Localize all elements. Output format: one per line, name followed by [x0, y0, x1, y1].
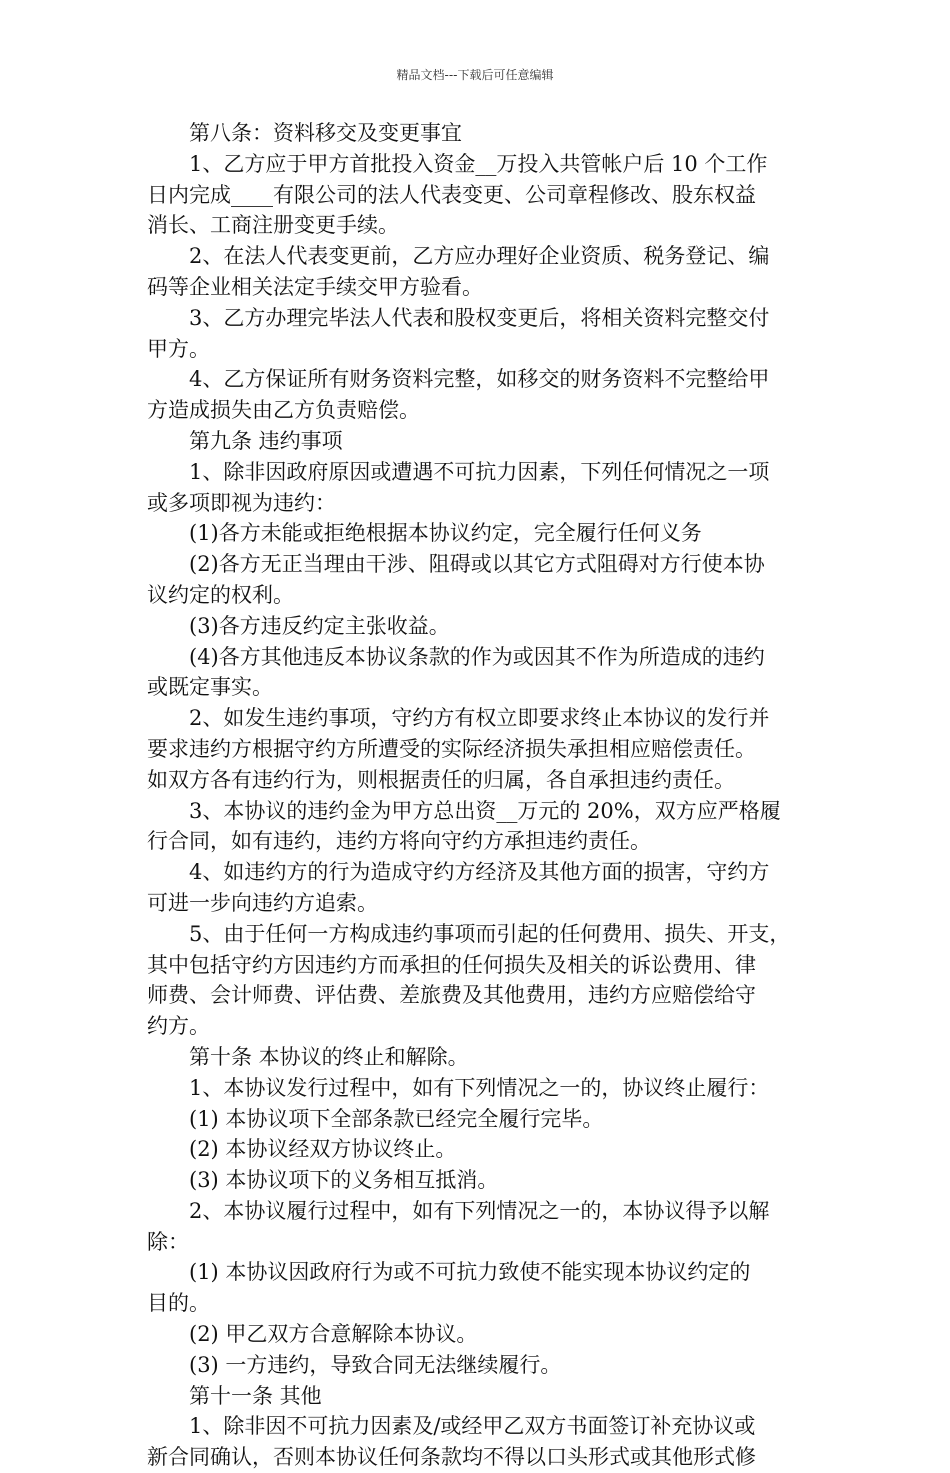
- text-line: (2)各方无正当理由干涉、阻碍或以其它方式阻碍对方行使本协: [189, 552, 765, 577]
- text-line: (1)各方未能或拒绝根据本协议约定，完全履行任何义务: [189, 521, 702, 546]
- text-line: (1) 本协议因政府行为或不可抗力致使不能实现本协议约定的: [189, 1260, 751, 1285]
- text-line: 消长、工商注册变更手续。: [147, 213, 399, 238]
- text-line: (3)各方违反约定主张收益。: [189, 613, 450, 638]
- text-line: 甲方。: [147, 336, 210, 361]
- text-line: 2、如发生违约事项，守约方有权立即要求终止本协议的发行并: [189, 706, 770, 731]
- text-line: 可进一步向违约方追索。: [147, 890, 378, 915]
- text-line: 如双方各有违约行为，则根据责任的归属，各自承担违约责任。: [147, 767, 735, 792]
- text-line: 目的。: [147, 1291, 210, 1316]
- text-line: (1) 本协议项下全部条款已经完全履行完毕。: [189, 1106, 604, 1131]
- page-header: 精品文档---下载后可任意编辑: [396, 68, 554, 82]
- text-line: 4、乙方保证所有财务资料完整，如移交的财务资料不完整给甲: [189, 367, 770, 392]
- text-line: 2、本协议履行过程中，如有下列情况之一的，本协议得予以解: [189, 1198, 770, 1223]
- text-line: 要求违约方根据守约方所遭受的实际经济损失承担相应赔偿责任。: [147, 736, 756, 761]
- section-heading: 第十一条 其他: [189, 1383, 322, 1408]
- text-line: 或既定事实。: [147, 675, 273, 700]
- text-line: 4、如违约方的行为造成守约方经济及其他方面的损害，守约方: [189, 860, 770, 885]
- text-line: 1、除非因政府原因或遭遇不可抗力因素，下列任何情况之一项: [189, 459, 770, 484]
- section-heading: 第十条 本协议的终止和解除。: [189, 1044, 469, 1069]
- text-line: 1、除非因不可抗力因素及/或经甲乙双方书面签订补充协议或: [189, 1414, 756, 1439]
- text-line: (2) 本协议经双方协议终止。: [189, 1137, 457, 1162]
- document-body: [147, 118, 807, 1473]
- text-line: 行合同，如有违约，违约方将向守约方承担违约责任。: [147, 829, 651, 854]
- text-line: (2) 甲乙双方合意解除本协议。: [189, 1322, 478, 1347]
- text-line: (3) 本协议项下的义务相互抵消。: [189, 1168, 499, 1193]
- text-line: 3、本协议的违约金为甲方总出资__万元的 20%，双方应严格履: [189, 798, 781, 823]
- text-line: 5、由于任何一方构成违约事项而引起的任何费用、损失、开支，: [189, 921, 791, 946]
- text-line: 其中包括守约方因违约方而承担的任何损失及相关的诉讼费用、律: [147, 952, 756, 977]
- text-line: 新合同确认，否则本协议任何条款均不得以口头形式或其他形式修: [147, 1445, 756, 1470]
- text-line: 码等企业相关法定手续交甲方验看。: [147, 274, 483, 299]
- text-line: 1、乙方应于甲方首批投入资金__万投入共管帐户后 10 个工作: [189, 151, 768, 176]
- text-line: 3、乙方办理完毕法人代表和股权变更后，将相关资料完整交付: [189, 305, 770, 330]
- text-line: 1、本协议发行过程中，如有下列情况之一的，协议终止履行：: [189, 1075, 770, 1100]
- text-line: 2、在法人代表变更前，乙方应办理好企业资质、税务登记、编: [189, 244, 770, 269]
- section-heading: 第八条：资料移交及变更事宜: [189, 121, 462, 145]
- text-line: 日内完成____有限公司的法人代表变更、公司章程修改、股东权益: [147, 182, 756, 207]
- text-line: 或多项即视为违约：: [147, 490, 336, 515]
- text-line: 方造成损失由乙方负责赔偿。: [147, 398, 420, 423]
- text-line: 议约定的权利。: [147, 582, 294, 607]
- text-line: 约方。: [147, 1014, 210, 1039]
- text-line: (4)各方其他违反本协议条款的作为或因其不作为所造成的违约: [189, 644, 765, 669]
- section-heading: 第九条 违约事项: [189, 428, 343, 453]
- text-line: (3) 一方违约，导致合同无法继续履行。: [189, 1352, 562, 1377]
- text-line: 除：: [147, 1229, 189, 1254]
- text-line: 师费、会计师费、评估费、差旅费及其他费用，违约方应赔偿给守: [147, 983, 756, 1008]
